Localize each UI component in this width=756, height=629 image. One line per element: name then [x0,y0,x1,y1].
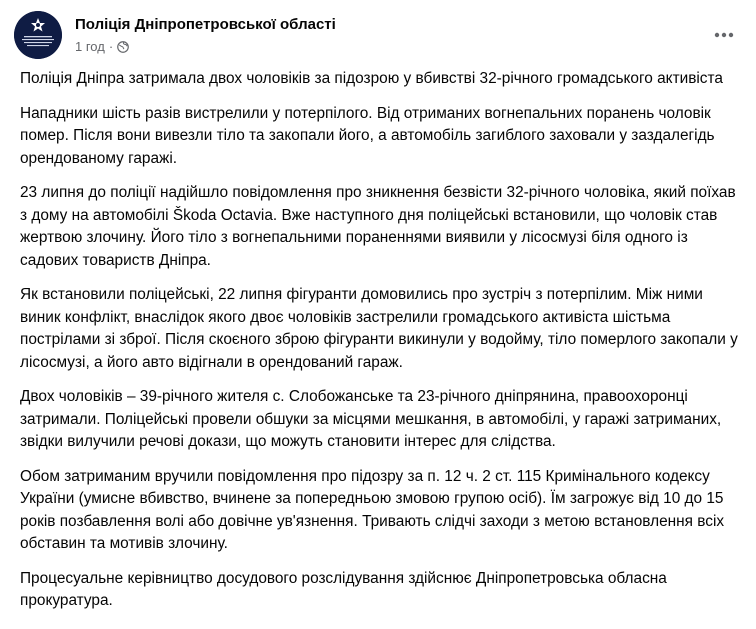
post-text [20,68,742,625]
meta-separator: · [108,39,114,54]
post-paragraph: Нападники шість разів вистрелили у потерпілого. Від отриманих вогнепальних поранень чоловік помер. Після вони вивезли тіло та закопали його, а автомобіль загиблого заховали у заздалегідь орендованому гаражі. [20,104,715,167]
more-options-button[interactable] [706,21,742,49]
post-paragraph: Як встановили поліцейські, 22 липня фігуранти домовились про зустріч з потерпілим. Між ними виник конфлікт, внаслідок якого двоє чоловіків застрелили громадського активіста шістьма пострілами зі зброї. Після скоєного зброю фігуранти викинули у водойму, тіло померлого закопали у лісосмузі, а його авто відігнали в орендований гараж. [20,286,738,371]
post-header [14,11,744,61]
post-paragraph: Обом затриманим вручили повідомлення про підозру за п. 12 ч. 2 ст. 115 Кримінального кодексу України (умисне вбивство, вчинене за попередньою змовою групою осіб). Їм загрожує від 10 до 15 років позбавлення волі або довічне ув'язнення. Тривають слідчі заходи з метою встановлення всіх обставин та мотивів злочину. [20,467,725,552]
post-paragraph: Процесуальне керівництво досудового розслідування здійснює Дніпропетровська обласна прокуратура. [20,569,667,609]
post-meta [75,39,129,54]
post-timestamp[interactable]: 1 год [75,39,105,54]
more-dots-icon [714,32,734,38]
police-emblem-icon [14,11,62,59]
globe-icon[interactable] [117,41,129,53]
post-paragraph: Поліція Дніпра затримала двох чоловіків за підозрою у вбивстві 32-річного громадського активіста [20,70,723,87]
post-paragraph: Двох чоловіків – 39-річного жителя с. Слобожанське та 23-річного дніпрянина, правоохоронці затримали. Поліцейські провели обшуки за місцями мешкання, в автомобілі, у гаражі затриманих, звідки вилучили речові докази, що можуть становити інтерес для слідства. [20,388,722,450]
page-name-link[interactable]: Поліція Дніпропетровської області [75,16,336,33]
page-avatar[interactable] [14,11,62,59]
post-paragraph: 23 липня до поліції надійшло повідомлення про зникнення безвісти 32-річного чоловіка, який поїхав з дому на автомобілі Škoda Octavia. Вже наступного дня поліцейські встановили, що чоловік став жертвою злочину. Його тіло з вогнепальними пораненнями виявили у лісосмузі біля одного із садових товариств Дніпра. [20,184,736,269]
